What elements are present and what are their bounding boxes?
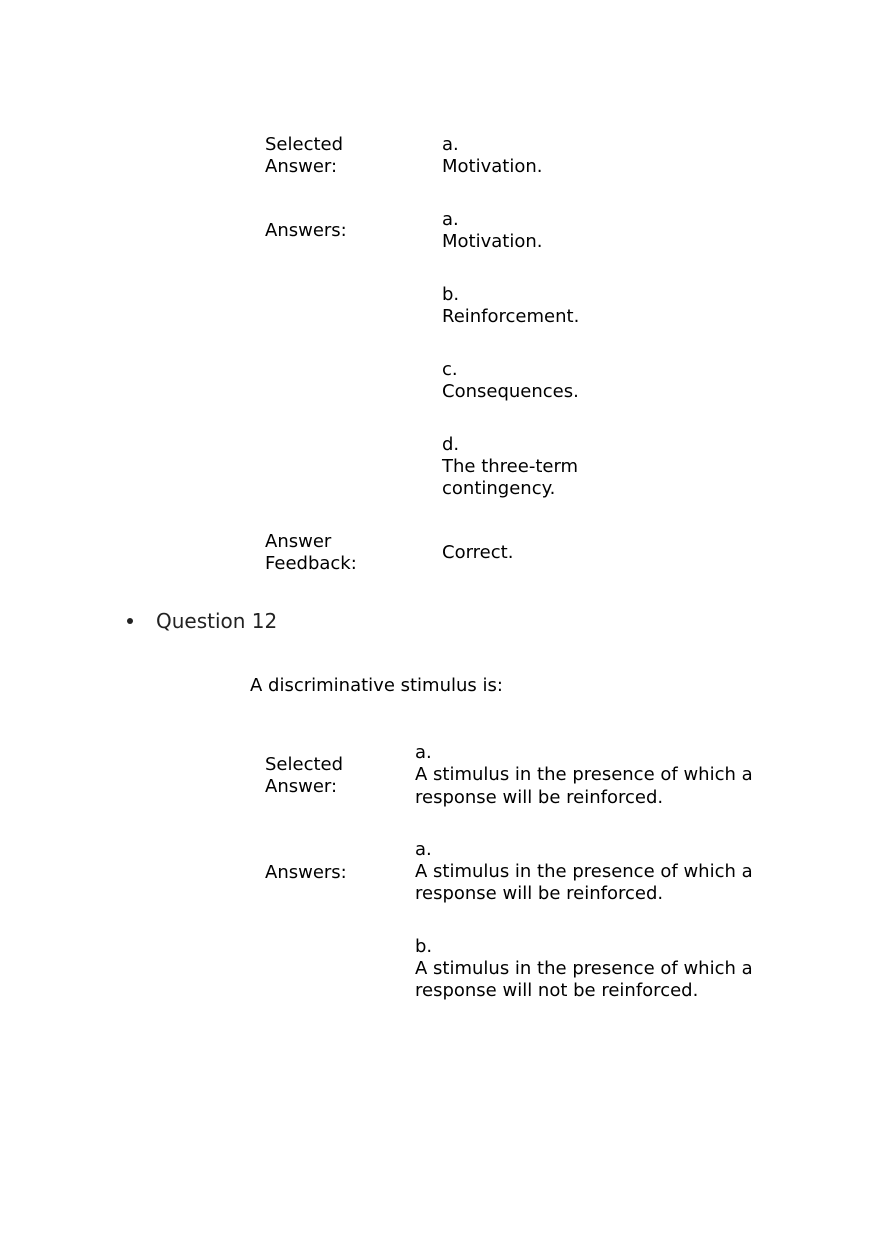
- label-line: Answer: [265, 531, 332, 552]
- answer-letter: d.: [442, 434, 460, 455]
- q11-answers-label: Answers:: [265, 220, 347, 241]
- answer-text: response will be reinforced.: [415, 787, 664, 808]
- label-line: Answer:: [265, 156, 338, 177]
- question-12-prompt: A discriminative stimulus is:: [250, 675, 503, 696]
- answer-letter: a.: [415, 742, 432, 763]
- answer-letter: a.: [442, 209, 459, 230]
- answer-text: response will not be reinforced.: [415, 980, 699, 1001]
- question-12-heading: Question 12: [156, 609, 278, 633]
- answer-text: Consequences.: [442, 381, 579, 402]
- bullet-icon: [127, 618, 133, 624]
- answer-letter: b.: [442, 284, 460, 305]
- label-line: Selected: [265, 134, 344, 155]
- answer-text: response will be reinforced.: [415, 883, 664, 904]
- label-line: Feedback:: [265, 553, 357, 574]
- answer-text: contingency.: [442, 478, 556, 499]
- label-line: Selected: [265, 754, 344, 775]
- answer-text: Motivation.: [442, 231, 543, 252]
- answer-text: A stimulus in the presence of which a: [415, 764, 753, 785]
- answer-letter: b.: [415, 936, 433, 957]
- answer-letter: a.: [415, 839, 432, 860]
- answer-text: A stimulus in the presence of which a: [415, 861, 753, 882]
- answer-text: Motivation.: [442, 156, 543, 177]
- q11-feedback-text: Correct.: [442, 542, 514, 563]
- label-line: Answer:: [265, 776, 338, 797]
- answer-text: The three-term: [442, 456, 579, 477]
- answer-letter: c.: [442, 359, 458, 380]
- answer-text: A stimulus in the presence of which a: [415, 958, 753, 979]
- answer-text: Reinforcement.: [442, 306, 580, 327]
- q12-answers-label: Answers:: [265, 862, 347, 883]
- answer-letter: a.: [442, 134, 459, 155]
